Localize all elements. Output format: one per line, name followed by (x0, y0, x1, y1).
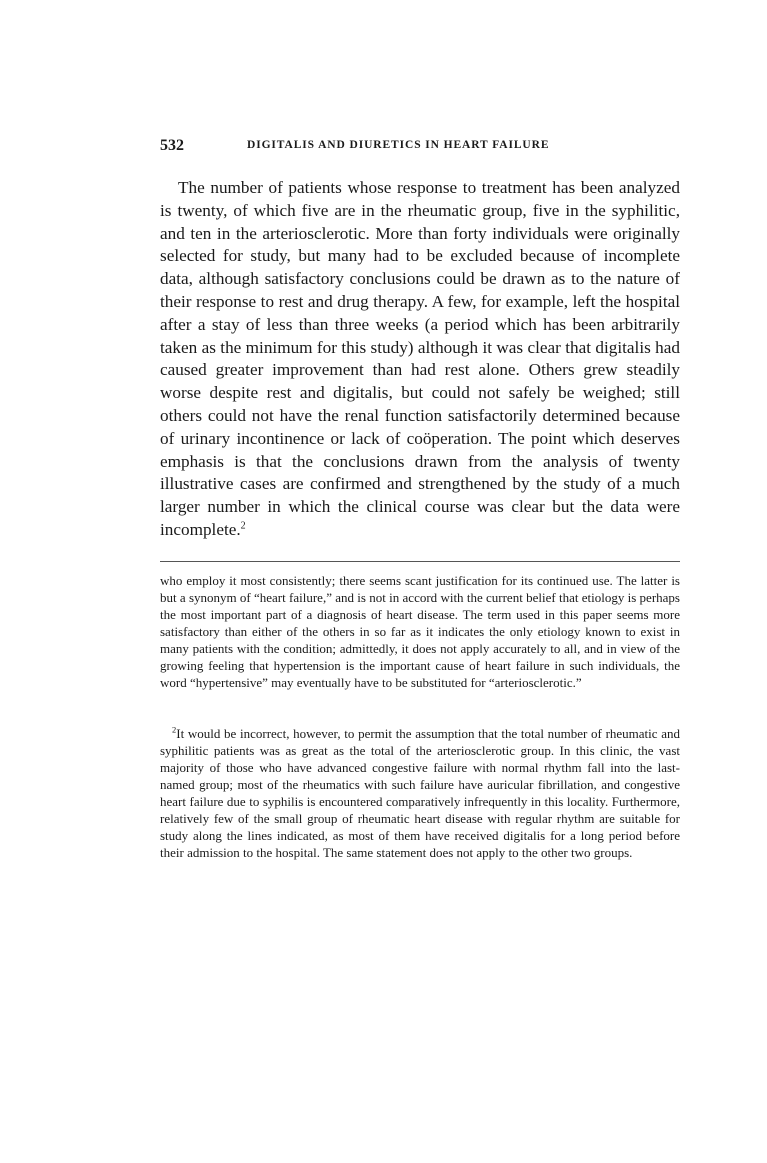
running-head: DIGITALIS AND DIURETICS IN HEART FAILURE (247, 139, 550, 151)
page-header (160, 137, 680, 161)
page-number: 532 (160, 137, 184, 154)
footnote-divider (160, 561, 680, 562)
footnote-reference: 2 (240, 520, 246, 532)
footnote-2 (160, 725, 680, 861)
footnote-2-mark: 2 (172, 724, 177, 735)
body-paragraph (160, 177, 680, 542)
body-paragraph-text: The number of patients whose response to treatment has been analyzed is twenty, of which five are in the rheumatic group, five in the syphilitic, and ten in the arteriosclerotic. More than forty individuals were originally selected for study, but many had to be excluded because of incomplete data, although satisfactory conclusions could be drawn as to the nature of their response to rest and drug therapy. A few, for example, left the hospital after a stay of less than three weeks (a period which has been arbitrarily taken as the minimum for this study) although it was clear that digitalis had caused greater improvement than had rest alone. Others grew steadily worse despite rest and digitalis, but could not safely be weighed; still others could not have the renal function satisfactorily determined because of urinary incontinence or lack of coöperation. The point which deserves emphasis is that the conclusions drawn from the analysis of twenty illustrative cases are confirmed and strengthened by the study of a much larger number in which the clinical course was clear but the data were incomplete. (160, 178, 680, 539)
footnote-2-text: It would be incorrect, however, to permit the assumption that the total number of rheumatic and syphilitic patients was as great as the total of the arteriosclerotic group. In this clinic, the vast majority of those who have advanced congestive failure with normal rhythm fall into the last-named group; most of the rheumatics with such failure have auricular fibrillation, and congestive heart failure due to syphilis is encountered comparatively infrequently in this locality. Furthermore, relatively few of the small group of rheumatic heart disease with regular rhythm are suitable for study along the lines indicated, as most of them have received digitalis for a long period before their admission to the hospital. The same statement does not apply to the other two groups. (160, 726, 680, 861)
footnote-continued: who employ it most consistently; there seems scant justification for its continued use. The latter is but a synonym of “heart failure,” and is not in accord with the current belief that etiology is perhaps the most important part of a diagnosis of heart disease. The term used in this paper seems more satisfactory than either of the others in so far as it indicates the only etiology known to exist in many patients with the condition; admittedly, it does not apply accurately to all, and in view of the growing feeling that hypertension is the important cause of heart failure in such individuals, the word “hypertensive” may eventually have to be substituted for “arteriosclerotic.” (160, 573, 680, 691)
